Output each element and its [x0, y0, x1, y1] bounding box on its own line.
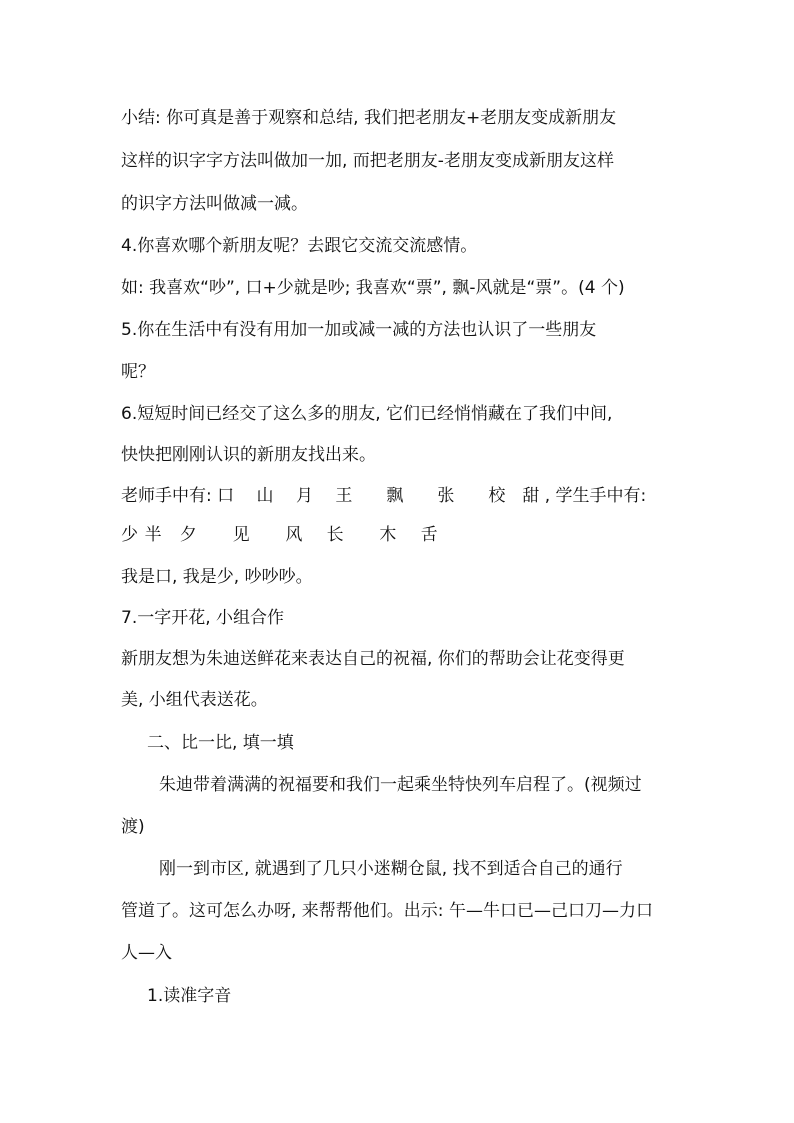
section-2-para-1-line-1: 朱迪带着满满的祝福要和我们一起乘坐特快列车启程了。(视频过: [159, 775, 642, 795]
summary-line-3: 的识字方法叫做减一减。: [121, 194, 308, 214]
item-7-line-2: 美, 小组代表送花。: [121, 690, 268, 710]
section-2-para-2-line-3: 人—入: [121, 943, 172, 963]
section-2-para-2-line-1: 刚一到市区, 就遇到了几只小迷糊仓鼠, 找不到适合自己的通行: [159, 859, 623, 879]
item-6-line-1: 6.短短时间已经交了这么多的朋友, 它们已经悄悄藏在了我们中间,: [121, 404, 613, 424]
teacher-cards-line: 老师手中有: 口 山 月 王 飘 张 校 甜 , 学生手中有:: [121, 486, 647, 506]
item-7-heading: 7.一字开花, 小组合作: [121, 608, 285, 628]
section-2-para-1-line-2: 渡): [121, 817, 145, 837]
item-5-line-2: 呢？: [121, 362, 155, 382]
item-4: 4.你喜欢哪个新朋友呢？去跟它交流交流感情。: [121, 236, 478, 256]
subitem-1-heading: 1.读准字音: [147, 986, 232, 1006]
item-5-line-1: 5.你在生活中有没有用加一加或减一减的方法也认识了一些朋友: [121, 320, 597, 340]
item-6-line-2: 快快把刚刚认识的新朋友找出来。: [121, 445, 376, 465]
example-line: 如: 我喜欢“吵”, 口+少就是吵; 我喜欢“票”, 飘-风就是“票”。(4 个): [121, 278, 625, 298]
student-cards-line: 少 半 夕 见 风 长 木 舌: [121, 525, 439, 545]
section-2-heading: 二、比一比, 填一填: [147, 733, 294, 753]
item-7-line-1: 新朋友想为朱迪送鲜花来表达自己的祝福, 你们的帮助会让花变得更: [121, 649, 625, 669]
summary-line-2: 这样的识字字方法叫做加一加, 而把老朋友-老朋友变成新朋友这样: [121, 151, 614, 171]
chant-line: 我是口, 我是少, 吵吵吵。: [121, 567, 313, 587]
summary-line-1: 小结: 你可真是善于观察和总结, 我们把老朋友+老朋友变成新朋友: [121, 108, 617, 128]
section-2-para-2-line-2: 管道了。这可怎么办呀, 来帮帮他们。出示: 午—牛口已—己口刀—力口: [121, 901, 653, 921]
